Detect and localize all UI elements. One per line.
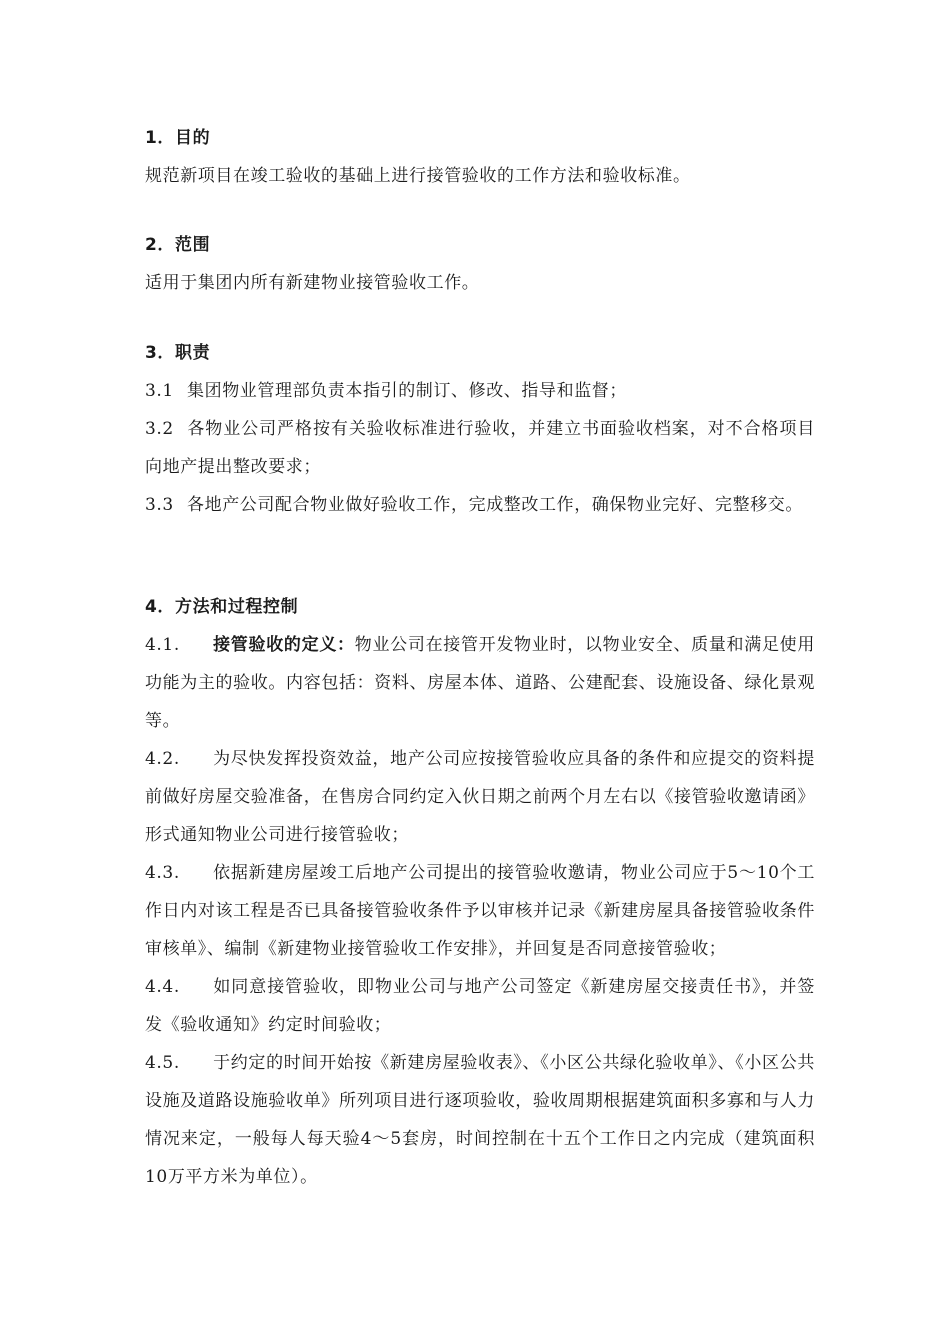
- list-item: [145, 968, 815, 1044]
- list-item: [145, 1044, 815, 1196]
- list-item: [145, 410, 815, 486]
- item-text: 为尽快发挥投资效益，地产公司应按接管验收应具备的条件和应提交的资料提前做好房屋交验准备，在售房合同约定入伙日期之前两个月左右以《接管验收邀请函》形式通知物业公司进行接管验收；: [145, 749, 815, 845]
- list-item: [145, 740, 815, 854]
- item-number: 4.5.: [145, 1053, 180, 1073]
- list-item: [145, 372, 815, 410]
- item-text: 如同意接管验收，即物业公司与地产公司签定《新建房屋交接责任书》，并签发《验收通知》约定时间验收；: [145, 977, 815, 1035]
- item-number: 3.2: [145, 419, 174, 439]
- item-text: 集团物业管理部负责本指引的制订、修改、指导和监督；: [187, 381, 627, 401]
- section-scope: [145, 226, 815, 302]
- item-text: 于约定的时间开始按《新建房屋验收表》、《小区公共绿化验收单》、《小区公共设施及道路设施验收单》所列项目进行逐项验收，验收周期根据建筑面积多寡和与人力情况来定，一般每人每天验4～5套房，时间控制在十五个工作日之内完成（建筑面积10万平方米为单位）。: [145, 1053, 815, 1187]
- item-number: 4.4.: [145, 977, 180, 997]
- item-number: 4.2.: [145, 749, 180, 769]
- item-number: 3.1: [145, 381, 174, 401]
- list-item: [145, 486, 815, 524]
- section-heading: 3．职责: [145, 343, 211, 363]
- section-responsibilities: [145, 334, 815, 524]
- section-heading: 4．方法和过程控制: [145, 597, 299, 617]
- item-number: 3.3: [145, 495, 174, 515]
- item-term: 接管验收的定义：: [213, 635, 355, 655]
- section-heading: 2．范围: [145, 235, 211, 255]
- section-purpose: [145, 119, 815, 195]
- item-text: 依据新建房屋竣工后地产公司提出的接管验收邀请，物业公司应于5～10个工作日内对该工程是否已具备接管验收条件予以审核并记录《新建房屋具备接管验收条件审核单》、编制《新建物业接管验收工作安排》，并回复是否同意接管验收；: [145, 863, 815, 959]
- list-item: [145, 854, 815, 968]
- item-number: 4.3.: [145, 863, 180, 883]
- item-text: 各地产公司配合物业做好验收工作，完成整改工作，确保物业完好、完整移交。: [187, 495, 803, 515]
- section-body: 规范新项目在竣工验收的基础上进行接管验收的工作方法和验收标准。: [145, 166, 691, 186]
- item-number: 4.1.: [145, 635, 180, 655]
- section-heading: 1．目的: [145, 128, 211, 148]
- section-body: 适用于集团内所有新建物业接管验收工作。: [145, 273, 480, 293]
- list-item: [145, 626, 815, 740]
- item-text: 各物业公司严格按有关验收标准进行验收，并建立书面验收档案，对不合格项目向地产提出整改要求；: [145, 419, 815, 477]
- item-text: 物业公司在接管开发物业时，以物业安全、质量和满足使用功能为主的验收。内容包括：资料、房屋本体、道路、公建配套、设施设备、绿化景观等。: [145, 635, 815, 731]
- section-methods: [145, 588, 815, 1196]
